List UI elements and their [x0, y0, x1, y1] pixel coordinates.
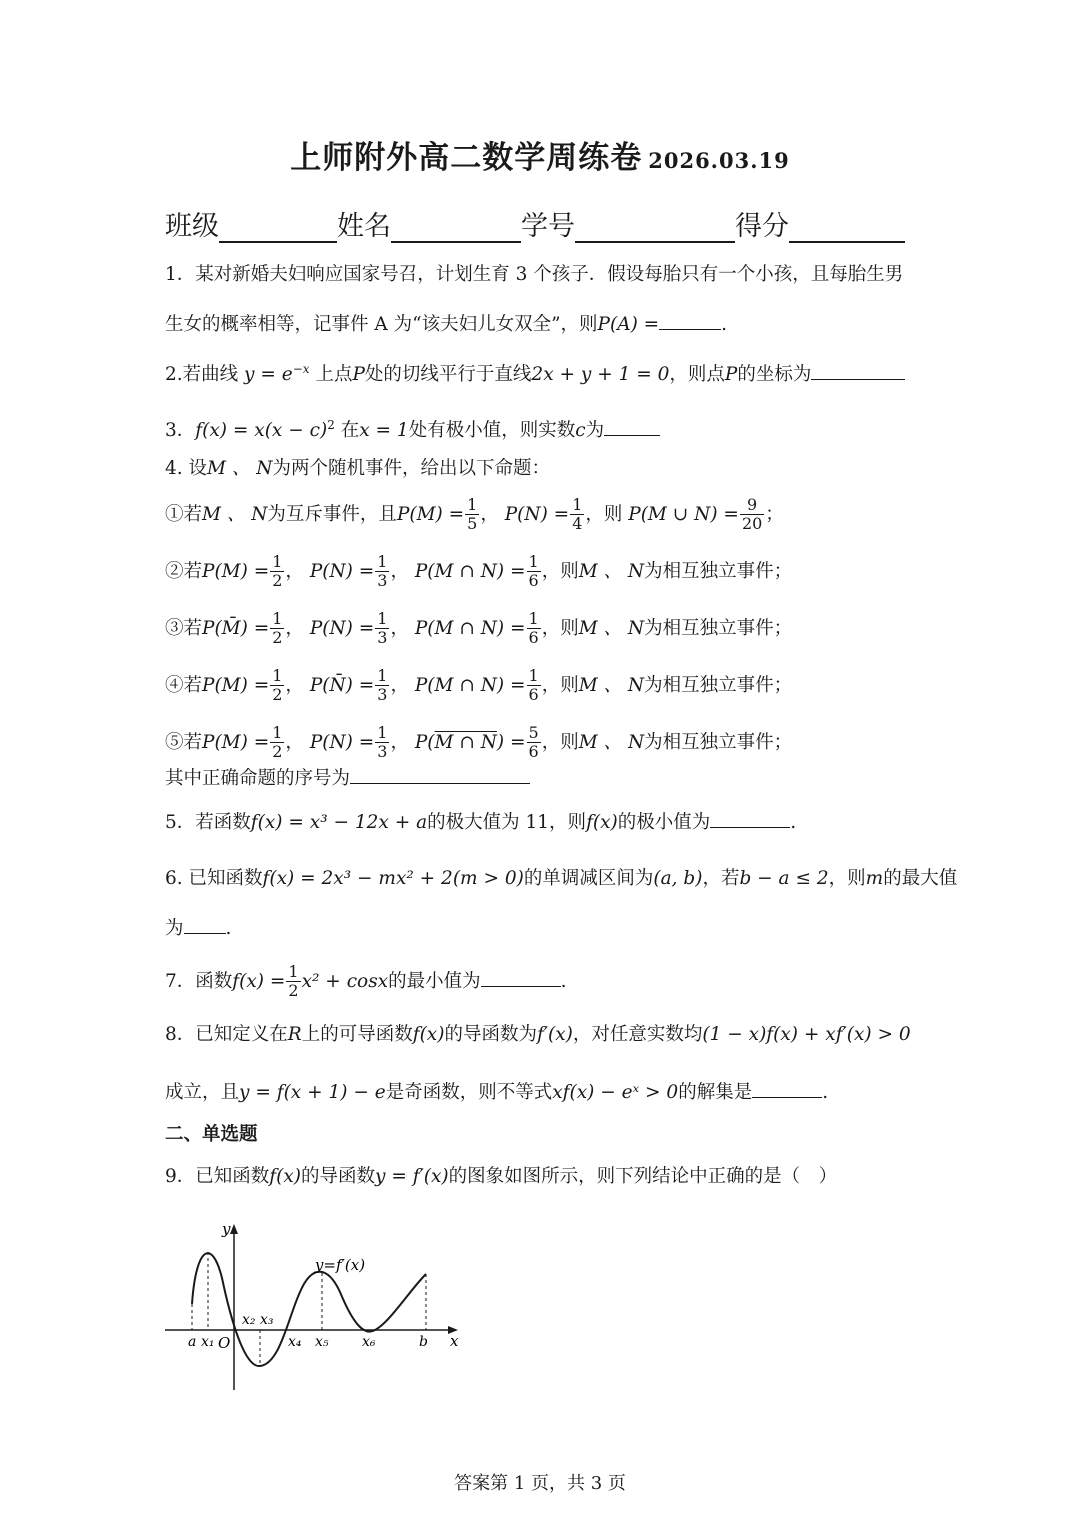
question-6-line-2 [165, 916, 231, 942]
name-label: 姓名 [337, 211, 391, 242]
q2-point: P [352, 364, 365, 386]
q4-intro: 4. 设 [165, 458, 208, 479]
origin-label: O [218, 1334, 231, 1352]
q7-func1: f(x) = [232, 970, 286, 992]
p4-frac-2: $\frac{1}{3}$ [377, 666, 388, 705]
q8-fx: f(x) [412, 1024, 445, 1045]
p2-pi: P(M ∩ N) = [414, 560, 526, 582]
p3-mn: M 、 N [578, 617, 645, 639]
q5-func: f(x) = x³ − 12x + a [250, 812, 428, 833]
p5-pi-bar: M ∩ N [434, 731, 497, 753]
q4-prop-2: ②若P(M) = $\frac{1}{2}$ ， P(N) = $\frac{1}{3}$ ， P(M ∩ N) = $\frac{1}{6}$ ，则M 、 N为相互独立事件； [165, 552, 793, 591]
question-1-line-2 [165, 312, 727, 338]
q8-period: . [822, 1082, 829, 1103]
q6-m: m [865, 868, 884, 889]
q2-exp: −x [292, 362, 310, 376]
q6-func: f(x) = 2x³ − mx² + 2(m > 0) [262, 868, 524, 889]
p5-then2: 为相互独立事件； [644, 731, 793, 753]
p2-mn: M 、 N [578, 560, 645, 582]
q7-frac: $\frac{1}{2}$ [288, 962, 299, 1001]
p1-frac-1: $\frac{1}{5}$ [467, 495, 478, 534]
score-blank[interactable] [789, 215, 905, 243]
p4-then2: 为相互独立事件； [644, 674, 793, 696]
score-label: 得分 [735, 211, 789, 242]
q3-answer-blank[interactable] [604, 434, 660, 436]
q4-prop-5: ⑤若P(M) = $\frac{1}{2}$ ， P(N) = $\frac{1}{3}$ ， P(M ∩ N) = $\frac{5}{6}$ ，则M 、 N为相互独立事件； [165, 723, 793, 762]
question-2 [165, 356, 905, 388]
p1-pm: P(M) = [396, 503, 465, 525]
q7-period: . [560, 970, 567, 992]
label-a: a [188, 1334, 197, 1350]
p2-frac-3: $\frac{1}{6}$ [528, 552, 539, 591]
question-7 [165, 963, 567, 1001]
q4-intro2: 为两个随机事件，给出以下命题： [272, 458, 550, 479]
q3-func: f(x) = x(x − c) [195, 420, 328, 442]
x-axis-label: x [450, 1332, 459, 1350]
title-date: 2026.03.19 [648, 148, 790, 173]
q3-mid: 在 [340, 420, 360, 442]
q3-pre: 3． [165, 420, 196, 442]
q8-fpx: f′(x) [536, 1024, 573, 1045]
p1-end: ； [765, 503, 784, 525]
q3-sq: 2 [327, 418, 335, 432]
title-text: 上师附外高二数学周练卷 [290, 140, 643, 176]
q7-func2: x² + cosx [301, 970, 389, 992]
q6-interval: (a, b) [653, 868, 703, 889]
q6-post: 的最大值 [883, 868, 958, 889]
p2-pn: P(N) = [309, 560, 375, 582]
y-axis-label: y [222, 1220, 231, 1238]
q4-prop-3: ③若P(M̄) = $\frac{1}{2}$ ， P(N) = $\frac{1}{3}$ ， P(M ∩ N) = $\frac{1}{6}$ ，则M 、 N为相互独立事件； [165, 609, 793, 648]
q6-line2: 为 [165, 918, 184, 939]
p4-frac-1: $\frac{1}{2}$ [272, 666, 283, 705]
q1-text: 生女的概率相等，记事件 A 为“该夫妇儿女双全”，则 [165, 314, 598, 335]
q6-mid: 的单调减区间为 [523, 868, 654, 889]
q5-fx: f(x) [586, 812, 618, 833]
p4-then: ，则 [541, 674, 579, 696]
question-1-line-1: 1．某对新婚夫妇响应国家号召，计划生育 3 个孩子．假设每胎只有一个小孩，且每胎生男 [165, 264, 904, 285]
p3-frac-1: $\frac{1}{2}$ [272, 609, 283, 648]
y-axis-arrow [230, 1224, 238, 1234]
p5-pi-pre: P( [414, 731, 435, 753]
p5-pi-post: ) = [496, 731, 526, 753]
q7-answer-blank[interactable] [481, 985, 561, 987]
p5-mn: M 、 N [578, 731, 645, 753]
p2-mark: ②若 [165, 560, 203, 582]
q3-cond: x = 1 [359, 420, 409, 442]
q8-ineq2: xf(x) − eˣ > 0 [552, 1082, 679, 1103]
q6-pre: 6. 已知函数 [165, 868, 263, 889]
q8-ineq: (1 − x)f(x) + xf′(x) > 0 [702, 1024, 911, 1045]
q8-line2a: 成立，且 [165, 1082, 240, 1103]
q9-pre: 9．已知函数 [165, 1166, 270, 1187]
id-label: 学号 [521, 211, 575, 242]
question-3 [165, 412, 660, 444]
q2-curve: y = e [244, 364, 293, 386]
q3-c: c [575, 420, 586, 442]
p1-pn: P(N) = [504, 503, 570, 525]
q7-pre: 7．函数 [165, 970, 233, 992]
q3-post: 处有极小值，则实数 [408, 420, 576, 442]
p5-frac-3: $\frac{5}{6}$ [528, 723, 539, 762]
p4-mn: M 、 N [578, 674, 645, 696]
q4-answer-line [165, 766, 530, 792]
q4-prop-1: ①若M 、 N为互斥事件，且P(M) = $\frac{1}{5}$ ， P(N) = $\frac{1}{4}$ ，则 P(M ∪ N) = $\frac{9}{20}$ ； [165, 495, 784, 534]
p3-then2: 为相互独立事件； [644, 617, 793, 639]
p3-frac-2: $\frac{1}{3}$ [377, 609, 388, 648]
q8-R: R [287, 1024, 302, 1045]
q4-answer-blank[interactable] [350, 782, 530, 784]
q9-post: 的图象如图所示，则下列结论中正确的是（ ） [448, 1166, 838, 1187]
q2-line: 2x + y + 1 = 0 [531, 364, 670, 386]
label-b: b [419, 1334, 428, 1350]
p2-pm: P(M) = [202, 560, 270, 582]
question-6-line-1 [165, 866, 957, 892]
class-blank[interactable] [219, 215, 337, 243]
p2-then: ，则 [541, 560, 579, 582]
p1-text: 为互斥事件，且 [267, 503, 397, 525]
label-x4: x₄ [288, 1334, 302, 1350]
p3-then: ，则 [541, 617, 579, 639]
q5-answer-blank[interactable] [710, 826, 790, 828]
p3-pi: P(M ∩ N) = [414, 617, 526, 639]
p1-frac-2: $\frac{1}{4}$ [572, 495, 583, 534]
p2-frac-1: $\frac{1}{2}$ [272, 552, 283, 591]
p2-then2: 为相互独立事件； [644, 560, 793, 582]
p5-then: ，则 [541, 731, 579, 753]
q5-period: . [790, 812, 797, 833]
q2-mid: 上点 [315, 364, 353, 386]
q4-answer-text: 其中正确命题的序号为 [165, 768, 351, 789]
q8-mid: 上的可导函数 [301, 1024, 413, 1045]
q2-mid2: 处的切线平行于直线 [364, 364, 532, 386]
q4-mn: M 、 N [207, 458, 273, 479]
q2-point-2: P [724, 364, 738, 386]
p3-mark: ③若 [165, 617, 203, 639]
q8-mid2: 的导函数为 [444, 1024, 537, 1045]
p5-pn: P(N) = [309, 731, 375, 753]
q8-line2b: 是奇函数，则不等式 [385, 1082, 553, 1103]
q2-pre: 2.若曲线 [165, 364, 239, 386]
q6-mid3: ，则 [828, 868, 866, 889]
question-8-line-2 [165, 1080, 828, 1106]
label-x6: x₆ [362, 1334, 376, 1350]
q1-answer-blank[interactable] [659, 328, 721, 330]
p3-pm: P(M̄) = [202, 617, 270, 639]
p4-pi: P(M ∩ N) = [414, 674, 526, 696]
q8-mid3: ，对任意实数均 [572, 1024, 703, 1045]
p5-mark: ⑤若 [165, 731, 203, 753]
q6-period: . [225, 918, 232, 939]
id-blank[interactable] [575, 215, 735, 243]
q6-mid2: ，若 [702, 868, 740, 889]
question-9 [165, 1164, 837, 1190]
q7-post: 的最小值为 [388, 970, 481, 992]
label-x3: x₃ [260, 1312, 274, 1328]
p5-pm: P(M) = [202, 731, 270, 753]
p3-frac-3: $\frac{1}{6}$ [528, 609, 539, 648]
curve-label: y=f′(x) [314, 1256, 366, 1274]
p2-frac-2: $\frac{1}{3}$ [377, 552, 388, 591]
p1-mark: ①若 [165, 503, 203, 525]
q1-period: . [721, 314, 728, 335]
q8-line2c: 的解集是 [678, 1082, 753, 1103]
student-info-row [165, 204, 905, 243]
q2-post: ，则点 [669, 364, 725, 386]
q2-post2: 的坐标为 [737, 364, 812, 386]
q4-prop-4: ④若P(M) = $\frac{1}{2}$ ， P(N̄) = $\frac{1}{3}$ ， P(M ∩ N) = $\frac{1}{6}$ ，则M 、 N为相互独立事件； [165, 666, 793, 705]
class-label: 班级 [165, 211, 219, 242]
q9-dfx: y = f′(x) [375, 1166, 449, 1187]
section-2-heading: 二、单选题 [165, 1124, 258, 1145]
q3-post2: 为 [585, 420, 605, 442]
label-x5: x₅ [315, 1334, 329, 1350]
q1-expr: P(A) = [597, 314, 660, 335]
p4-mark: ④若 [165, 674, 203, 696]
p1-mn: M 、 N [202, 503, 268, 525]
page-footer: 答案第 1 页，共 3 页 [454, 1473, 626, 1494]
p1-pu: P(M ∪ N) = [628, 503, 739, 525]
p1-frac-3: $\frac{9}{20}$ [741, 495, 763, 534]
p3-pn: P(N) = [309, 617, 375, 639]
q2-answer-blank[interactable] [811, 378, 905, 380]
q5-post: 的极小值为 [617, 812, 711, 833]
label-x2: x₂ [242, 1312, 256, 1328]
page-title [0, 132, 1080, 177]
q6-cond: b − a ≤ 2 [739, 868, 829, 889]
q8-pre: 8．已知定义在 [165, 1024, 288, 1045]
q5-mid: 的极大值为 11，则 [427, 812, 587, 833]
q9-fx: f(x) [269, 1166, 301, 1187]
name-blank[interactable] [391, 215, 521, 243]
p4-pn: P(N̄) = [309, 674, 375, 696]
p4-pm: P(M) = [202, 674, 270, 696]
q6-answer-blank[interactable] [184, 932, 226, 934]
derivative-graph [160, 1218, 470, 1398]
label-x1: x₁ [201, 1334, 215, 1350]
question-4-intro [165, 456, 550, 482]
q5-pre: 5．若函数 [165, 812, 251, 833]
p5-frac-1: $\frac{1}{2}$ [272, 723, 283, 762]
q8-answer-blank[interactable] [752, 1096, 822, 1098]
q9-mid: 的导函数 [301, 1166, 376, 1187]
p5-frac-2: $\frac{1}{3}$ [377, 723, 388, 762]
question-5 [165, 810, 796, 836]
p4-frac-3: $\frac{1}{6}$ [528, 666, 539, 705]
question-8-line-1 [165, 1022, 911, 1048]
q8-odd: y = f(x + 1) − e [239, 1082, 386, 1103]
